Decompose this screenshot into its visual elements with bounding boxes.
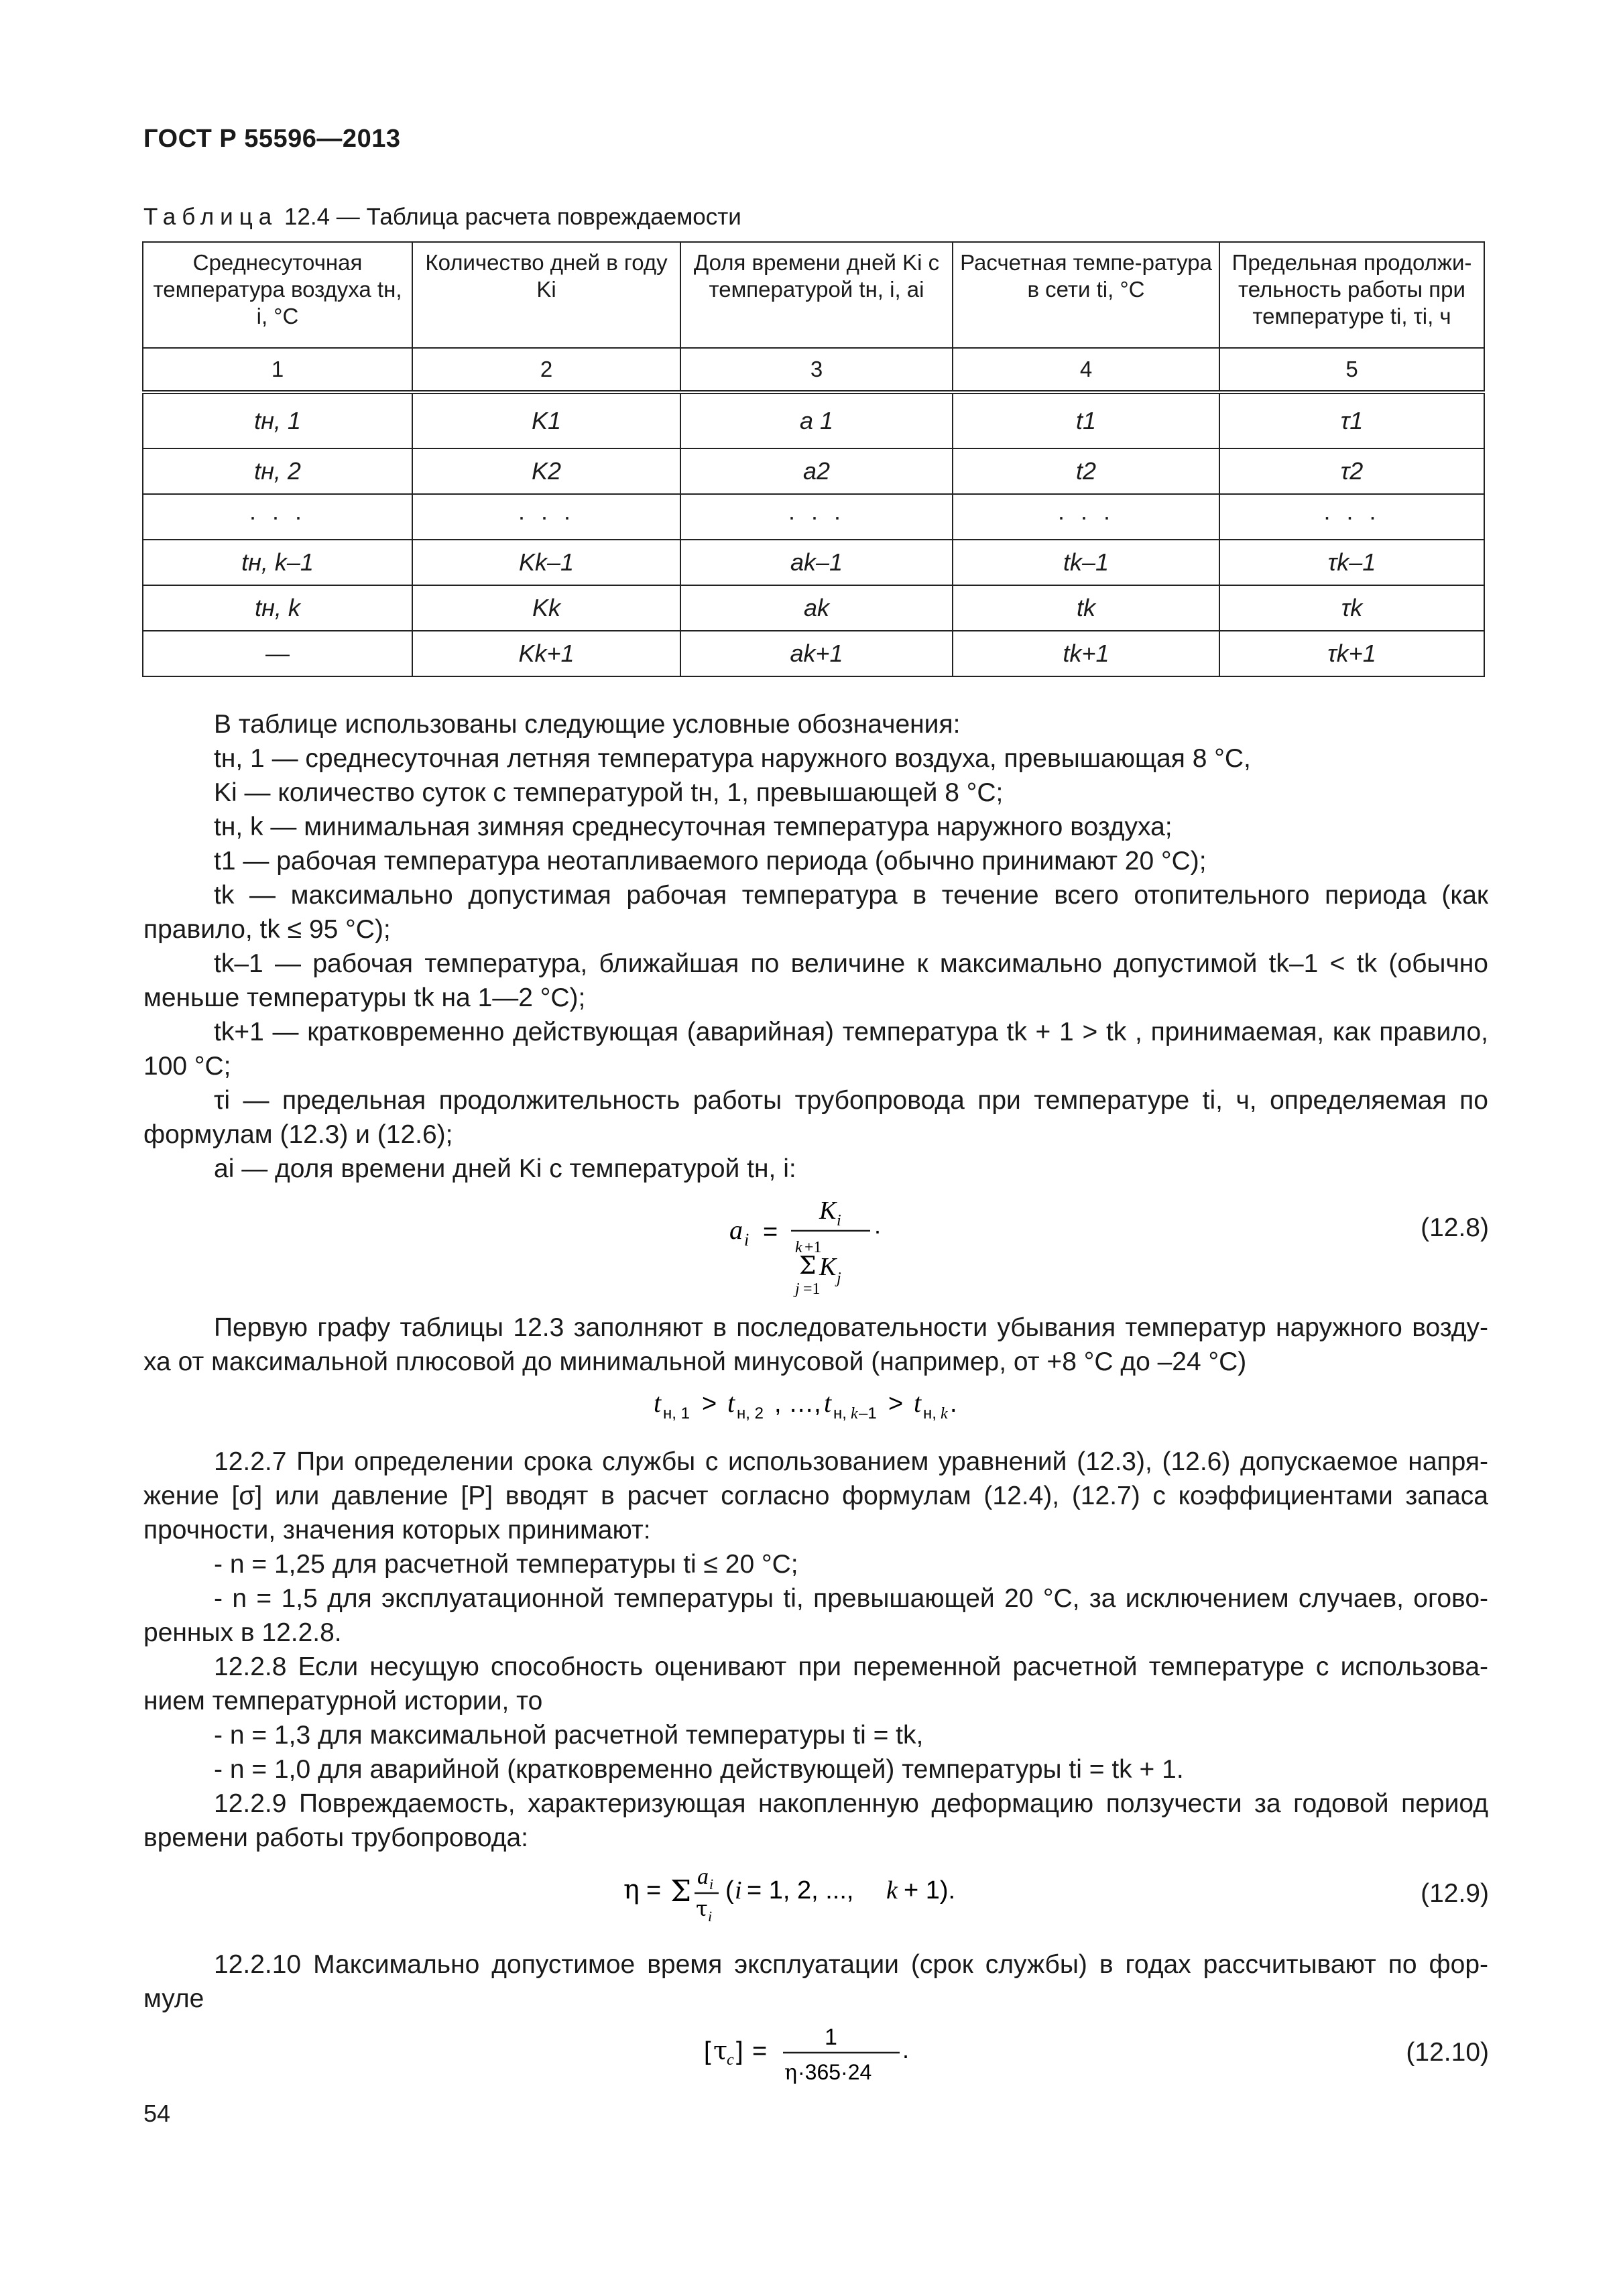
- svg-text:K: K: [819, 1197, 837, 1225]
- header-cell: Расчетная темпе-ратура в сети ti, °С: [953, 242, 1219, 348]
- table-row: [143, 392, 1484, 448]
- table-cell: τ2: [1219, 448, 1484, 494]
- paragraph-12-2-8: 12.2.8 Если несущую способность оценивают при переменной расчетной температуре с использова-нием температурной истории, то: [143, 1652, 1488, 1715]
- inequality-chain: [654, 1381, 1002, 1428]
- svg-text:i: i: [837, 1212, 841, 1229]
- svg-text:k: k: [886, 1876, 898, 1905]
- definition-item: ai — доля времени дней Ki с температурой tн, i:: [214, 1154, 796, 1183]
- definitions-block: [143, 707, 1488, 1186]
- table-cell: t2: [953, 448, 1219, 494]
- svg-text:k: k: [941, 1405, 948, 1423]
- list-item: - n = 1,0 для аварийной (кратковременно действующей) температуры ti = tk + 1.: [214, 1755, 1184, 1784]
- svg-text:=: =: [763, 1218, 778, 1246]
- svg-text:τ: τ: [696, 1896, 708, 1921]
- table-cell: Kk–1: [412, 540, 680, 585]
- svg-text:, …,: , …,: [774, 1390, 821, 1418]
- table-cell: τ1: [1219, 392, 1484, 448]
- definition-item: tk–1 — рабочая температура, ближайшая по величине к максимально допустимой tk–1 < tk (обычно меньше температуры tk на 1—2 °С);: [143, 949, 1488, 1012]
- standard-code: ГОСТ Р 55596—2013: [143, 125, 401, 153]
- svg-text:i: i: [708, 1908, 713, 1925]
- svg-text:t: t: [727, 1388, 735, 1418]
- table-cell: · · ·: [412, 494, 680, 540]
- formula-12-10: [704, 2018, 959, 2092]
- paragraph-12-2-7: 12.2.7 При определении срока службы с использованием уравнений (12.3), (12.6) допускаемое напря-жение [σ] или давление [P] вводят в расчет согласно формулам (12.4), (12.7) с коэффициентами запаса прочности, значения которых принимают:: [143, 1447, 1488, 1545]
- table-row: [143, 494, 1484, 540]
- table-cell: · · ·: [1219, 494, 1484, 540]
- formula-number: (12.9): [1421, 1879, 1489, 1908]
- svg-text:н,: н,: [923, 1404, 937, 1423]
- table-cell: tk+1: [953, 631, 1219, 676]
- column-number: 2: [412, 348, 680, 392]
- svg-text:a: a: [729, 1215, 743, 1245]
- page-number: 54: [143, 2100, 171, 2127]
- list-item: - n = 1,3 для максимальной расчетной температуры ti = tk,: [214, 1721, 924, 1750]
- paragraph: [143, 1311, 1488, 1379]
- svg-text:н, 2: н, 2: [737, 1404, 764, 1423]
- svg-text:t: t: [824, 1388, 832, 1418]
- table-cell: t1: [953, 392, 1219, 448]
- svg-text:j: j: [837, 1270, 841, 1287]
- definition-item: Ki — количество суток с температурой tн, 1, превышающей 8 °С;: [214, 778, 1004, 807]
- svg-text:t: t: [914, 1388, 922, 1418]
- formula-number: (12.10): [1406, 2038, 1489, 2067]
- definition-item: tk — максимально допустимая рабочая температура в течение всего отопительного периода (как правило, tk ≤ 95 °С);: [143, 881, 1488, 944]
- table-cell: K1: [412, 392, 680, 448]
- table-caption: [143, 204, 741, 231]
- svg-text:η: η: [623, 1874, 640, 1905]
- table-cell: · · ·: [953, 494, 1219, 540]
- svg-text:η: η: [784, 2059, 798, 2085]
- svg-text:>: >: [702, 1390, 717, 1418]
- svg-text:i: i: [735, 1876, 742, 1905]
- svg-text:=: =: [646, 1876, 662, 1905]
- paragraph-first-column: Первую графу таблицы 12.3 заполняют в последовательности убывания температур наружного возду-ха от максимальной плюсовой до минимальной минусовой (например, от +8 °С до –24 °С): [143, 1313, 1488, 1376]
- table-cell: —: [143, 631, 412, 676]
- column-number: 4: [953, 348, 1219, 392]
- svg-text:.: .: [874, 1211, 882, 1239]
- svg-text:t: t: [654, 1388, 662, 1418]
- svg-text:τ: τ: [713, 2036, 728, 2065]
- column-number: 3: [680, 348, 953, 392]
- svg-text:k: k: [795, 1239, 802, 1256]
- table-row: [143, 631, 1484, 676]
- table-cell: · · ·: [680, 494, 953, 540]
- definition-item: tн, k — минимальная зимняя среднесуточная температура наружного воздуха;: [214, 812, 1173, 841]
- table-cell: · · ·: [143, 494, 412, 540]
- table-cell: Kk+1: [412, 631, 680, 676]
- table-caption-title: 12.4 — Таблица расчета повреждаемости: [278, 204, 741, 230]
- table-row: [143, 540, 1484, 585]
- svg-text:Σ: Σ: [670, 1874, 692, 1909]
- svg-text:.: .: [902, 2036, 910, 2063]
- svg-text:[: [: [704, 2037, 711, 2065]
- formula-number: (12.8): [1421, 1213, 1489, 1242]
- table-cell: tk–1: [953, 540, 1219, 585]
- definition-item: τi — предельная продолжительность работы трубопровода при температуре ti, ч, определяемая по формулам (12.3) и (12.6);: [143, 1086, 1488, 1149]
- list-item: - n = 1,25 для расчетной температуры ti ≤ 20 °С;: [214, 1550, 798, 1579]
- column-number: 5: [1219, 348, 1484, 392]
- definition-item: tн, 1 — среднесуточная летняя температура наружного воздуха, превышающая 8 °С,: [214, 744, 1251, 773]
- svg-text:=: =: [752, 2037, 768, 2065]
- svg-text:c: c: [727, 2051, 734, 2069]
- svg-text:k: k: [851, 1405, 858, 1423]
- svg-text:i: i: [744, 1230, 749, 1250]
- table-cell: τk+1: [1219, 631, 1484, 676]
- svg-text:+1: +1: [804, 1239, 822, 1256]
- table-cell: τk–1: [1219, 540, 1484, 585]
- svg-text:–1: –1: [859, 1404, 877, 1423]
- definition-item: t1 — рабочая температура неотапливаемого периода (обычно принимают 20 °С);: [214, 847, 1207, 875]
- table-row: [143, 448, 1484, 494]
- column-number-row: [143, 348, 1484, 392]
- table-header-row: [143, 242, 1484, 348]
- table-cell: a 1: [680, 392, 953, 448]
- table-cell: tн, 1: [143, 392, 412, 448]
- table-cell: a2: [680, 448, 953, 494]
- svg-text:(: (: [725, 1876, 734, 1905]
- table-cell: tk: [953, 585, 1219, 631]
- formula-12-9: [623, 1857, 999, 1931]
- svg-text:·365·24: ·365·24: [798, 2060, 872, 2084]
- svg-text:>: >: [888, 1390, 904, 1418]
- header-cell: Доля времени дней Ki с температурой tн, i, ai: [680, 242, 953, 348]
- svg-text:+ 1).: + 1).: [904, 1876, 956, 1905]
- table-cell: tн, k: [143, 585, 412, 631]
- section-12-2-7: [143, 1445, 1488, 1855]
- column-number: 1: [143, 348, 412, 392]
- list-item: - n = 1,5 для эксплуатационной температуры ti, превышающей 20 °С, за исключением случаев, огово-ренных в 12.2.8.: [143, 1584, 1488, 1647]
- table-cell: tн, 2: [143, 448, 412, 494]
- svg-text:1: 1: [825, 2025, 837, 2050]
- table-cell: ak–1: [680, 540, 953, 585]
- section-12-2-10: [143, 1947, 1488, 2016]
- table-cell: tн, k–1: [143, 540, 412, 585]
- header-cell: Предельная продолжи-тельность работы при температуре ti, τi, ч: [1219, 242, 1484, 348]
- svg-text:a: a: [697, 1864, 709, 1889]
- svg-text:i: i: [709, 1876, 714, 1892]
- table-cell: K2: [412, 448, 680, 494]
- formula-12-8: [724, 1187, 898, 1307]
- svg-text:.: .: [950, 1390, 957, 1418]
- table-cell: Kk: [412, 585, 680, 631]
- svg-text:]: ]: [736, 2037, 743, 2065]
- table-cell: ak: [680, 585, 953, 631]
- header-cell: Среднесуточная температура воздуха tн, i, °С: [143, 242, 412, 348]
- damage-table: [142, 241, 1485, 677]
- svg-text:K: K: [819, 1253, 837, 1281]
- svg-text:Σ: Σ: [799, 1252, 817, 1280]
- svg-text:= 1, 2, ...,: = 1, 2, ...,: [747, 1876, 854, 1905]
- svg-text:н, 1: н, 1: [663, 1404, 690, 1423]
- paragraph-12-2-9: 12.2.9 Повреждаемость, характеризующая накопленную деформацию ползучести за годовой период времени работы трубопровода:: [143, 1789, 1488, 1852]
- svg-text:j: j: [795, 1280, 800, 1298]
- header-cell: Количество дней в году Ki: [412, 242, 680, 348]
- definitions-intro: В таблице использованы следующие условные обозначения:: [214, 710, 961, 739]
- table-cell: ak+1: [680, 631, 953, 676]
- table-caption-word: Таблица: [143, 204, 278, 230]
- paragraph-12-2-10: 12.2.10 Максимально допустимое время эксплуатации (срок службы) в годах рассчитывают по фор-муле: [143, 1950, 1488, 2013]
- table-row: [143, 585, 1484, 631]
- table-cell: τk: [1219, 585, 1484, 631]
- svg-text:=1: =1: [803, 1280, 821, 1298]
- svg-text:н,: н,: [833, 1404, 847, 1423]
- definition-item: tk+1 — кратковременно действующая (аварийная) температура tk + 1 > tk , принимаемая, как правило, 100 °С;: [143, 1018, 1488, 1081]
